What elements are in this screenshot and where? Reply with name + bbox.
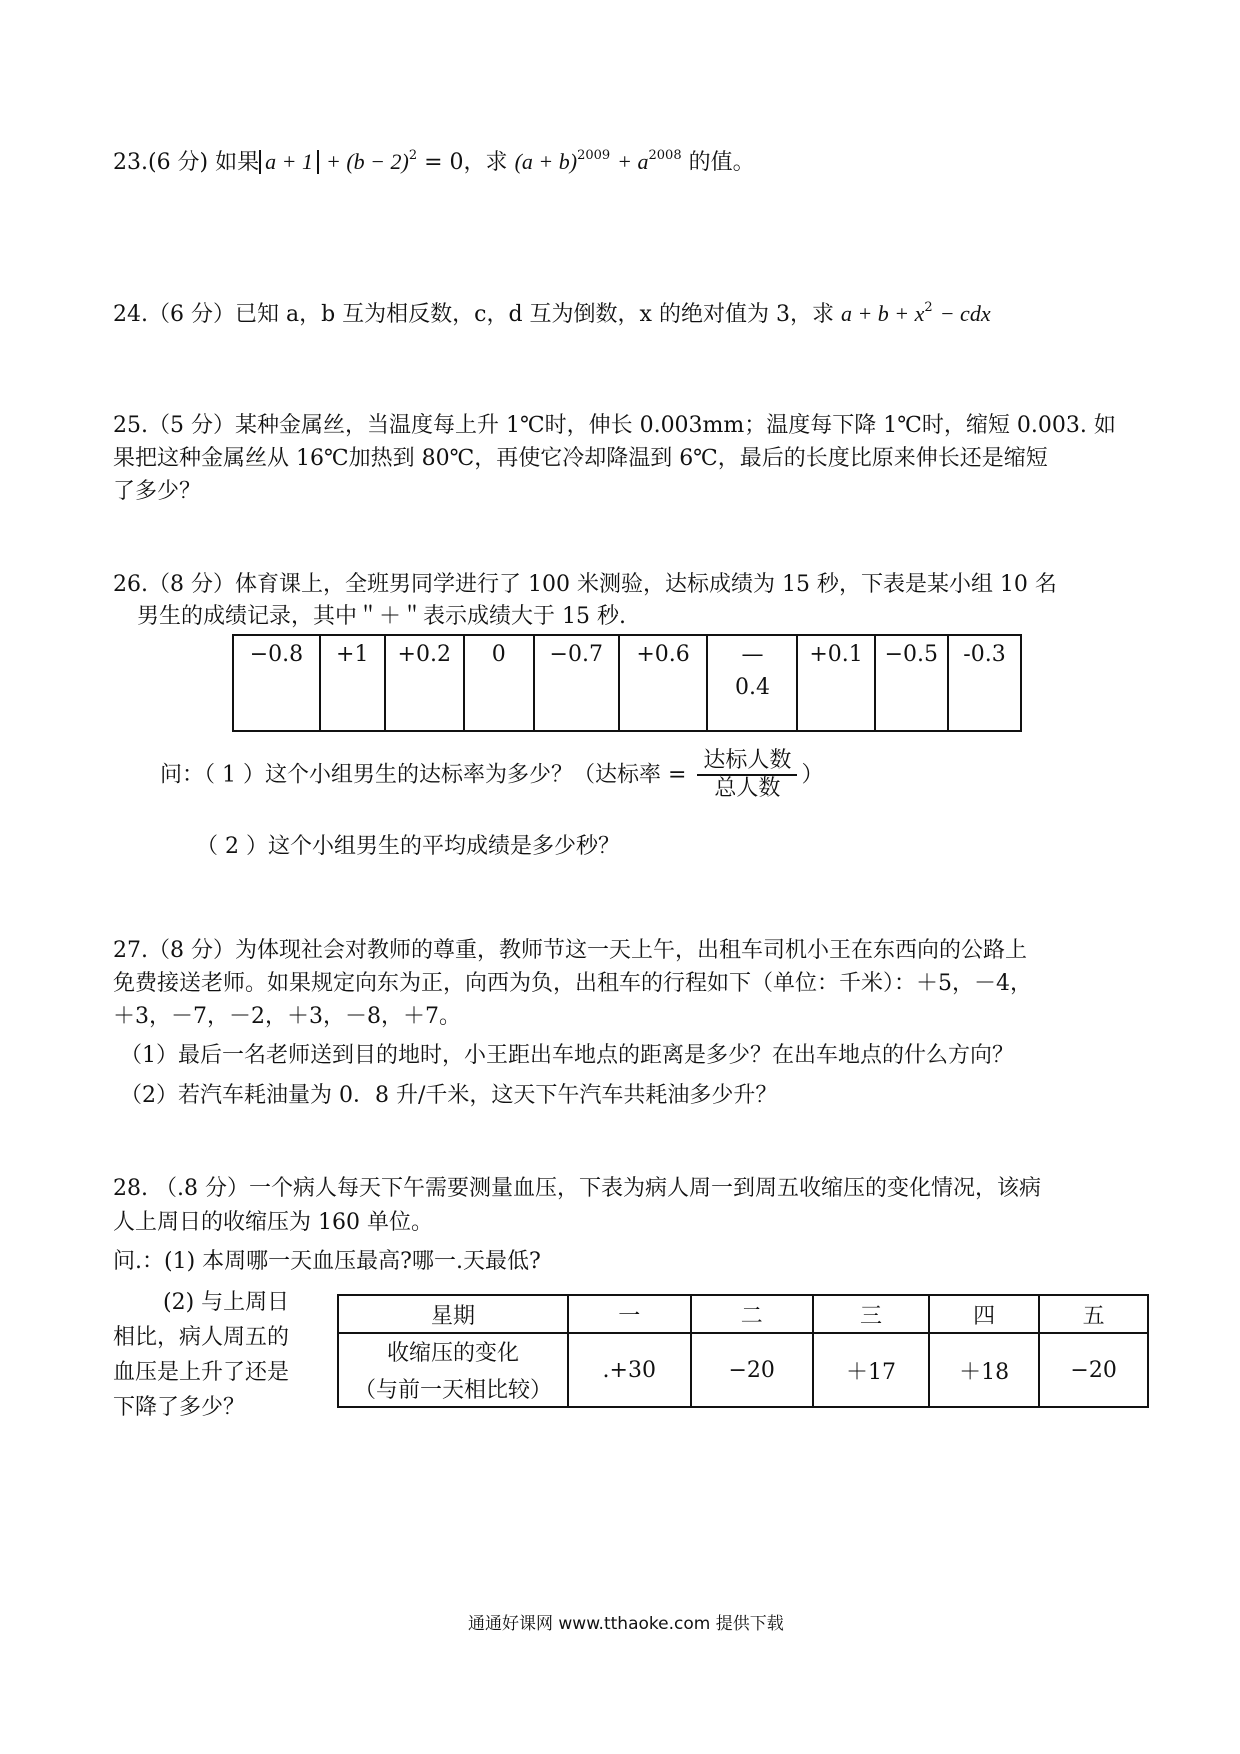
q26-cell: −0.8 <box>233 635 320 731</box>
q24-expr-b: − cdx <box>939 301 991 326</box>
q28-value: ＋17 <box>813 1333 929 1407</box>
q28-day: 五 <box>1039 1295 1148 1333</box>
q28-day: 一 <box>568 1295 691 1333</box>
q23-mid-expr: + (b − 2) <box>326 149 409 174</box>
q28-value: .+30 <box>568 1333 691 1407</box>
q28-side1: (2) 与上周日 <box>163 1290 290 1315</box>
q28-side3: 血压是上升了还是 <box>113 1360 290 1385</box>
q27-sub1: （1）最后一名老师送到目的地时，小王距出车地点的距离是多少？在出车地点的什么方向？ <box>120 1043 1015 1068</box>
q26-cell: +0.2 <box>385 635 464 731</box>
q28-row-label-line1: 收缩压的变化 <box>386 1341 519 1366</box>
q27-sub2: （2）若汽车耗油量为 0．8 升/千米，这天下午汽车共耗油多少升？ <box>120 1083 778 1108</box>
q23-suffix: 的值。 <box>688 150 755 175</box>
q26-q1-prefix: 问：（ 1 ）这个小组男生的达标率为多少？（达标率 = <box>160 762 687 788</box>
q28-day: 四 <box>929 1295 1039 1333</box>
q26-cell: +1 <box>320 635 385 731</box>
q25-line1: 25.（5 分）某种金属丝，当温度每上升 1℃时，伸长 0.003mm；温度每下降 1℃时，缩短 0.003. 如 <box>113 413 1116 438</box>
q26-line1: 26.（8 分）体育课上，全班男同学进行了 100 米测验，达标成绩为 15 秒，下表是某小组 10 名 <box>113 572 1057 597</box>
q26-frac-numerator: 达标人数 <box>697 748 797 776</box>
q26-line2: 男生的成绩记录，其中＂＋＂表示成绩大于 15 秒. <box>137 604 626 629</box>
q24-expr-exp: 2 <box>924 300 933 315</box>
q26-cell: −0.5 <box>875 635 948 731</box>
q26-cell-dash-value: 0.4 <box>734 675 770 700</box>
q28-day: 三 <box>813 1295 929 1333</box>
q25-line2: 果把这种金属丝从 16℃加热到 80℃，再使它冷却降温到 6℃，最后的长度比原来伸长还是缩短 <box>113 446 1048 471</box>
q26-question1 <box>160 748 823 803</box>
q28-header-label: 星期 <box>338 1295 568 1333</box>
q28-line2: 人上周日的收缩压为 160 单位。 <box>113 1210 433 1235</box>
q27-line3: ＋3，－7，－2，＋3，－8，＋7。 <box>113 1004 461 1029</box>
q24-expr-a: a + b + x <box>840 301 925 326</box>
table-row <box>338 1295 1148 1333</box>
q26-frac-denominator: 总人数 <box>714 776 781 802</box>
q28-row-label <box>338 1333 568 1407</box>
q28-value: −20 <box>691 1333 813 1407</box>
q28-line1: 28. （.8 分）一个病人每天下午需要测量血压，下表为病人周一到周五收缩压的变化情况，该病 <box>113 1176 1041 1201</box>
q28-side4: 下降了多少？ <box>113 1395 246 1420</box>
q26-question2: （ 2 ）这个小组男生的平均成绩是多少秒？ <box>196 834 620 859</box>
q26-cell-split <box>707 635 797 731</box>
q23-ask-plus: + a <box>617 149 649 174</box>
q24-prefix: 24.（6 分）已知 a，b 互为相反数，c，d 互为倒数，x 的绝对值为 3，求 <box>113 302 834 327</box>
table-row <box>338 1333 1148 1407</box>
q28-blood-pressure-table <box>337 1294 1149 1408</box>
q28-day: 二 <box>691 1295 813 1333</box>
q23-eq: = 0，求 <box>424 150 508 175</box>
q26-pass-rate-fraction <box>697 748 797 803</box>
q26-score-table <box>232 634 1022 732</box>
q28-value: −20 <box>1039 1333 1148 1407</box>
q26-cell-dash: — <box>741 642 764 667</box>
q23-abs-expr: a + 1 <box>259 150 319 174</box>
q26-cell: 0 <box>464 635 534 731</box>
q28-side2: 相比，病人周五的 <box>113 1325 290 1350</box>
table-row <box>233 635 1021 731</box>
q26-cell: +0.1 <box>797 635 874 731</box>
q27-line1: 27.（8 分）为体现社会对教师的尊重，教师节这一天上午，出租车司机小王在东西向的公路上 <box>113 938 1027 963</box>
q24-line <box>113 300 991 328</box>
q27-line2: 免费接送老师。如果规定向东为正，向西为负，出租车的行程如下（单位：千米）：＋5，－4， <box>113 971 1032 996</box>
q25-line3: 了多少？ <box>113 479 202 504</box>
q23-mid-exp: 2 <box>408 148 418 163</box>
q26-cell: +0.6 <box>619 635 708 731</box>
q26-cell: −0.7 <box>534 635 619 731</box>
q23-ask-exp2: 2008 <box>648 148 682 163</box>
q28-value: ＋18 <box>929 1333 1039 1407</box>
q23-prefix: 23.(6 分) 如果 <box>113 150 260 175</box>
q28-line3: 问.：(1) 本周哪一天血压最高?哪一.天最低? <box>113 1249 541 1274</box>
q26-cell: -0.3 <box>948 635 1021 731</box>
page-footer: 通通好课网 www.tthaoke.com 提供下载 <box>468 1614 784 1634</box>
q23-line <box>113 148 755 176</box>
q26-q1-suffix: ） <box>801 762 824 788</box>
q23-ask-exp1: 2009 <box>577 148 611 163</box>
q23-ask-base: (a + b) <box>514 149 578 174</box>
q28-row-label-line2: （与前一天相比较） <box>353 1378 552 1403</box>
